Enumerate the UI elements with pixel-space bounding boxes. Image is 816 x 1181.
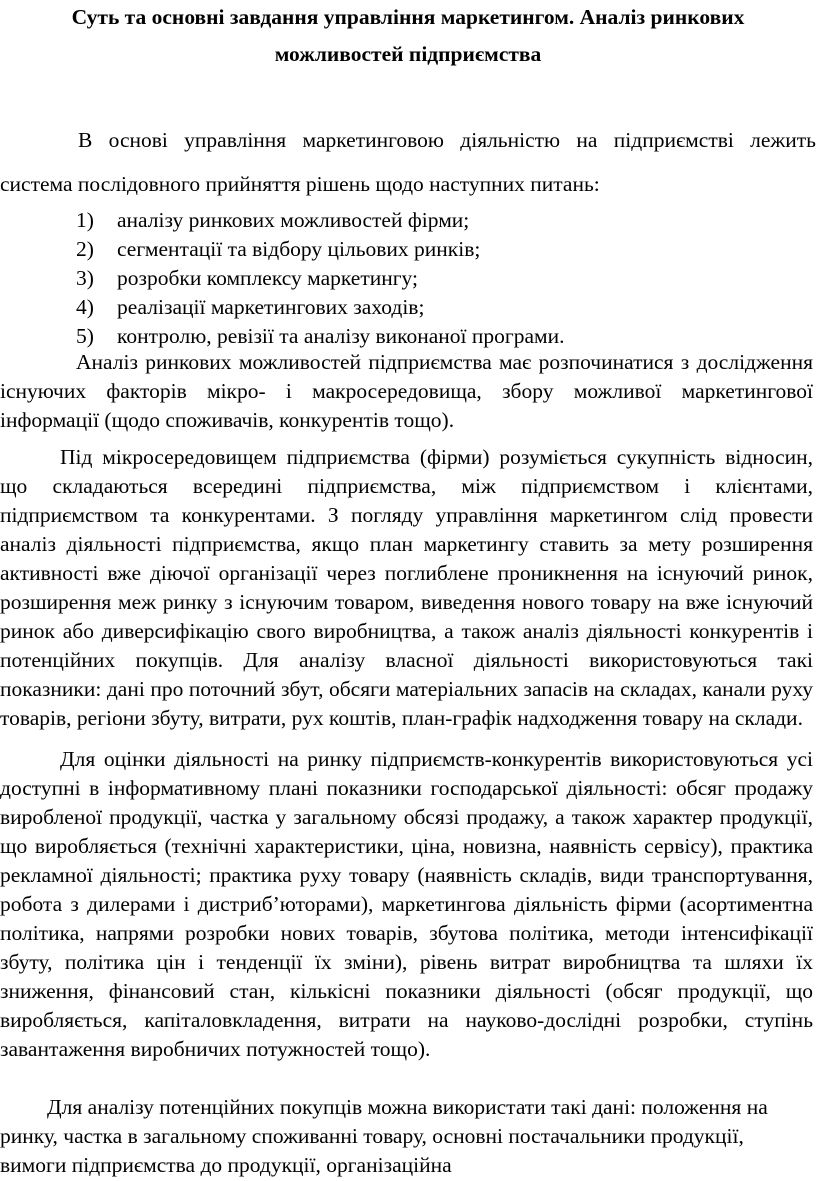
- list-item-number: 1): [76, 208, 94, 232]
- list-item: [76, 322, 806, 351]
- list-item-number: 3): [76, 266, 94, 290]
- list-item-text: аналізу ринкових можливостей фірми;: [117, 208, 470, 232]
- paragraph-microenvironment: Під мікросередовищем підприємства (фірми) розуміється сукупність відносин, що складаються всередині підприємства, між підприємством і клієнтами, підприємством та конкурентами. З погляду управління маркетингом слід провести аналіз діяльності підприємства, якщо план маркетингу ставить за мету розширення активності вже діючої організації через поглиблене проникнення на існуючий ринок, розширення меж ринку з існуючим товаром, виведення нового товару на вже існуючий ринок або диверсифікацію свого виробництва, а також аналіз діяльності конкурентів і потенційних покупців. Для аналізу власної діяльності використовуються такі показники: дані про поточний збут, обсяги матеріальних запасів на складах, канали руху товарів, регіони збуту, витрати, рух коштів, план-графік надходження товару на склади.: [0, 445, 813, 730]
- list-item: [76, 206, 806, 235]
- list-item-text: контролю, ревізії та аналізу виконаної програми.: [117, 324, 565, 348]
- list-item: [76, 293, 806, 322]
- list-item-text: розробки комплексу маркетингу;: [117, 266, 418, 290]
- list-item-text: сегментації та відбору цільових ринків;: [117, 237, 481, 261]
- list-item: [76, 235, 806, 264]
- paragraph-market-analysis: Аналіз ринкових можливостей підприємства має розпочинатися з дослідження існуючих факторів мікро- і макросередовища, збору можливої маркетингової інформації (щодо споживачів, конкурентів тощо).: [0, 350, 813, 432]
- list-item-number: 2): [76, 237, 94, 261]
- paragraph-potential-buyers: Для аналізу потенційних покупців можна використати такі дані: положення на ринку, частка в загальному споживанні товару, основні постачальники продукції, вимоги підприємства до продукції, організаційна: [0, 1095, 768, 1177]
- intro-paragraph: В основі управління маркетинговою діяльністю на підприємстві лежить система послідовного прийняття рішень щодо наступних питань:: [0, 128, 816, 196]
- list-item-number: 4): [76, 295, 94, 319]
- task-list: [76, 206, 806, 351]
- document-title-line-2: можливостей підприємства: [274, 42, 542, 66]
- list-item: [76, 264, 806, 293]
- paragraph-competitor-assessment: Для оцінки діяльності на ринку підприємств-конкурентів використовуються усі доступні в інформативному плані показники господарської діяльності: обсяг продажу виробленої продукції, частка у загальному обсязі продажу, а також характер продукції, що виробляється (технічні характеристики, ціна, новизна, наявність сервісу), практика рекламної діяльності; практика руху товару (наявність складів, види транспортування, робота з дилерами і дистриб’юторами), маркетингова діяльність фірми (асортиментна політика, напрями розробки нових товарів, збутова політика, методи інтенсифікації збуту, політика цін і тенденції їх зміни), рівень витрат виробництва та шляхи їх зниження, фінансовий стан, кількісні показники діяльності (обсяг продукції, що виробляється, капіталовкладення, витрати на науково-дослідні розробки, ступінь завантаження виробничих потужностей тощо).: [0, 747, 813, 1061]
- document-title-line-1: Суть та основні завдання управління маркетингом. Аналіз ринкових: [71, 5, 745, 29]
- list-item-text: реалізації маркетингових заходів;: [117, 295, 425, 319]
- list-item-number: 5): [76, 324, 94, 348]
